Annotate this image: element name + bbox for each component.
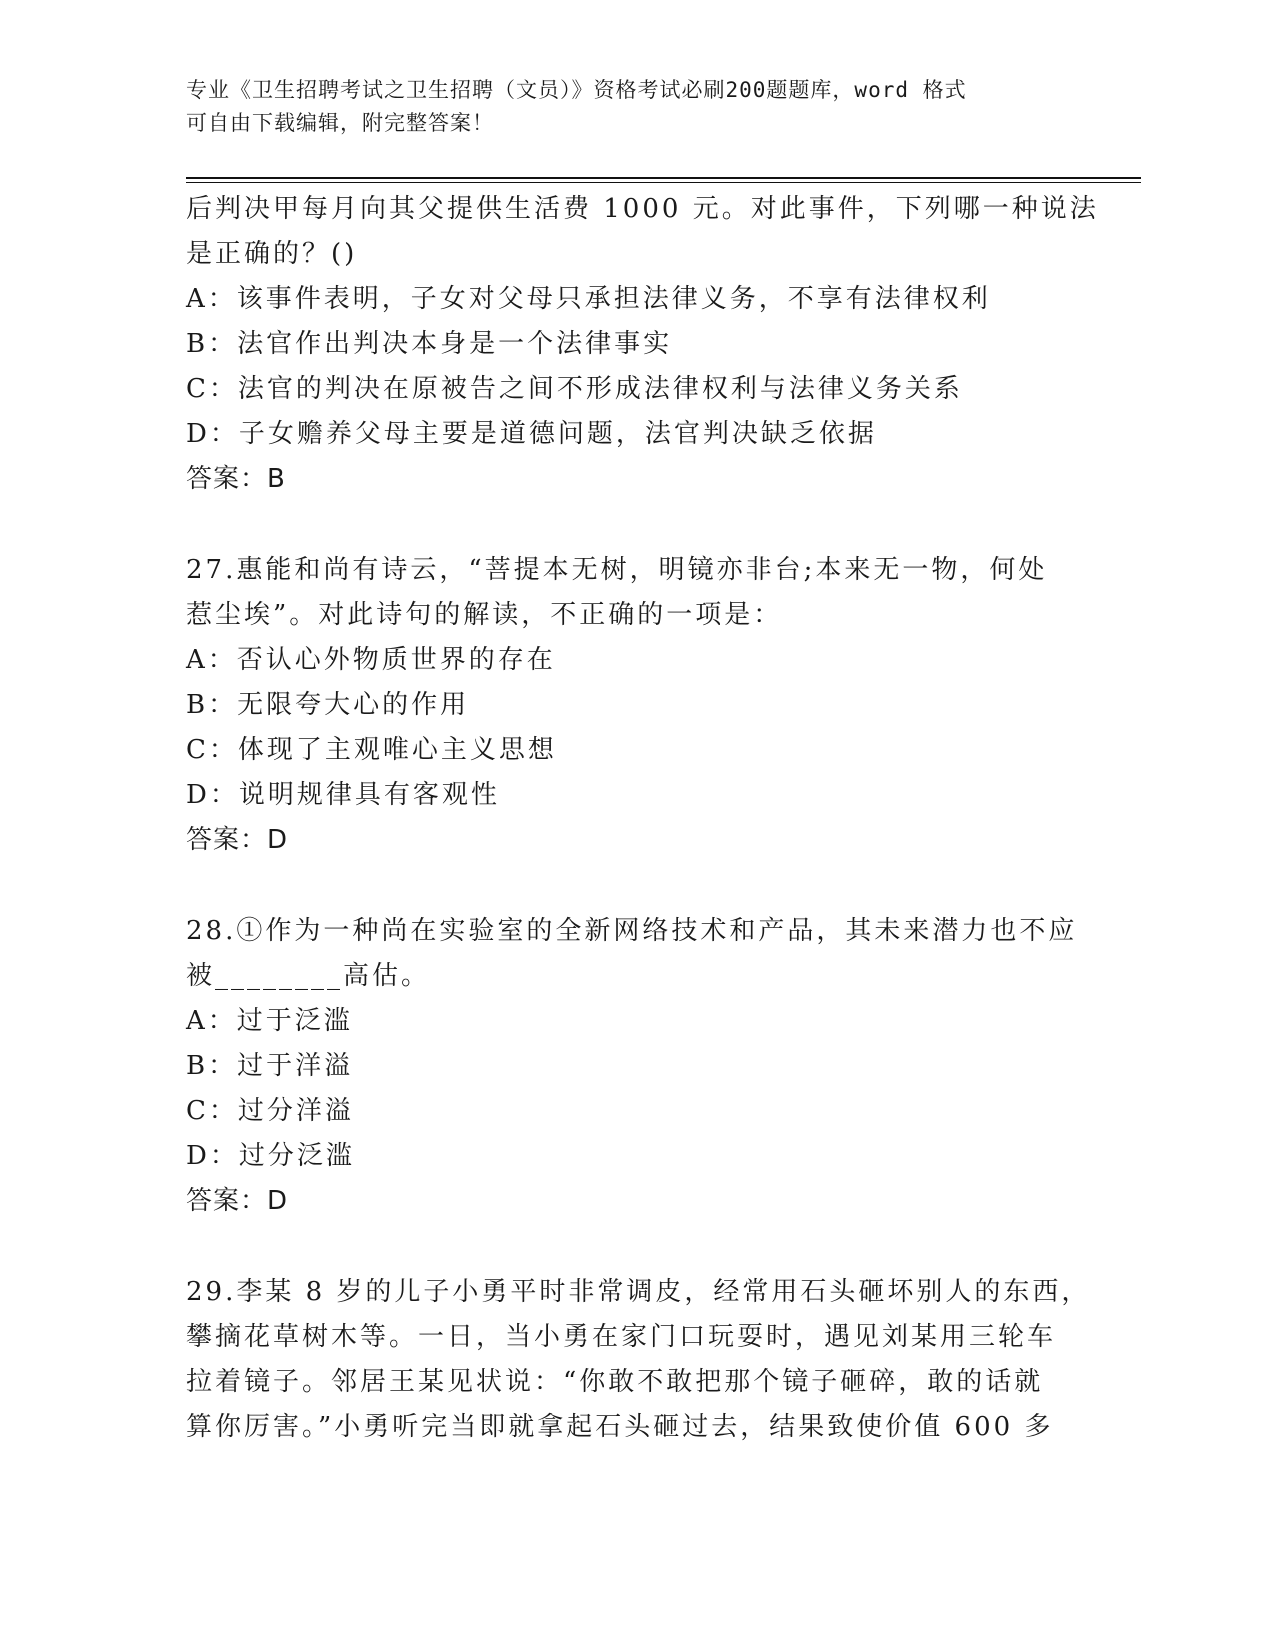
spacer	[186, 863, 1066, 909]
option-c: C：法官的判决在原被告之间不形成法律权利与法律义务关系	[186, 374, 963, 404]
answer: 答案：D	[186, 825, 289, 855]
question-stem-line: 攀摘花草树木等。一日，当小勇在家门口玩耍时，遇见刘某用三轮车	[186, 1322, 1057, 1352]
document-header	[186, 74, 1066, 140]
option-c: C：过分洋溢	[186, 1096, 354, 1126]
question-content	[186, 187, 1099, 1450]
option-c: C：体现了主观唯心主义思想	[186, 735, 557, 765]
option-d: D：说明规律具有客观性	[186, 780, 500, 810]
question-stem-line: 29.李某 8 岁的儿子小勇平时非常调皮，经常用石头砸坏别人的东西，	[186, 1277, 1091, 1307]
question-stem-line: 是正确的？()	[186, 239, 358, 269]
question-26-tail	[186, 187, 1099, 502]
question-stem-line: 惹尘埃”。对此诗句的解读，不正确的一项是：	[186, 600, 783, 630]
question-stem-line: 27.惠能和尚有诗云，“菩提本无树，明镜亦非台;本来无一物，何处	[186, 555, 1048, 585]
option-d: D：过分泛滥	[186, 1141, 355, 1171]
question-27	[186, 548, 1066, 863]
option-a: A：过于泛滥	[186, 1006, 353, 1036]
question-stem-line: 算你厉害。”小勇听完当即就拿起石头砸过去，结果致使价值 600 多	[186, 1412, 1054, 1442]
question-stem-line: 被________高估。	[186, 961, 431, 991]
option-b: B：过于洋溢	[186, 1051, 354, 1081]
question-stem-line: 后判决甲每月向其父提供生活费 1000 元。对此事件，下列哪一种说法	[186, 194, 1099, 224]
header-line-2: 可自由下载编辑，附完整答案！	[186, 111, 494, 135]
header-line-1: 专业《卫生招聘考试之卫生招聘（文员）》资格考试必刷200题题库，word 格式	[186, 78, 967, 102]
option-a: A：该事件表明，子女对父母只承担法律义务，不享有法律权利	[186, 284, 991, 314]
question-stem-line: 28.①作为一种尚在实验室的全新网络技术和产品，其未来潜力也不应	[186, 916, 1078, 946]
header-divider-thick	[186, 177, 1141, 179]
answer: 答案：B	[186, 464, 286, 494]
question-29	[186, 1270, 1091, 1450]
question-stem-line: 拉着镜子。邻居王某见状说：“你敢不敢把那个镜子砸碎，敢的话就	[186, 1367, 1044, 1397]
spacer	[186, 502, 1066, 548]
question-28	[186, 909, 1078, 1224]
option-b: B：无限夸大心的作用	[186, 690, 470, 720]
answer: 答案：D	[186, 1186, 289, 1216]
option-d: D：子女赡养父母主要是道德问题，法官判决缺乏依据	[186, 419, 877, 449]
option-a: A：否认心外物质世界的存在	[186, 645, 556, 675]
spacer	[186, 1224, 1066, 1270]
option-b: B：法官作出判决本身是一个法律事实	[186, 329, 673, 359]
header-divider-thin	[186, 182, 1141, 183]
